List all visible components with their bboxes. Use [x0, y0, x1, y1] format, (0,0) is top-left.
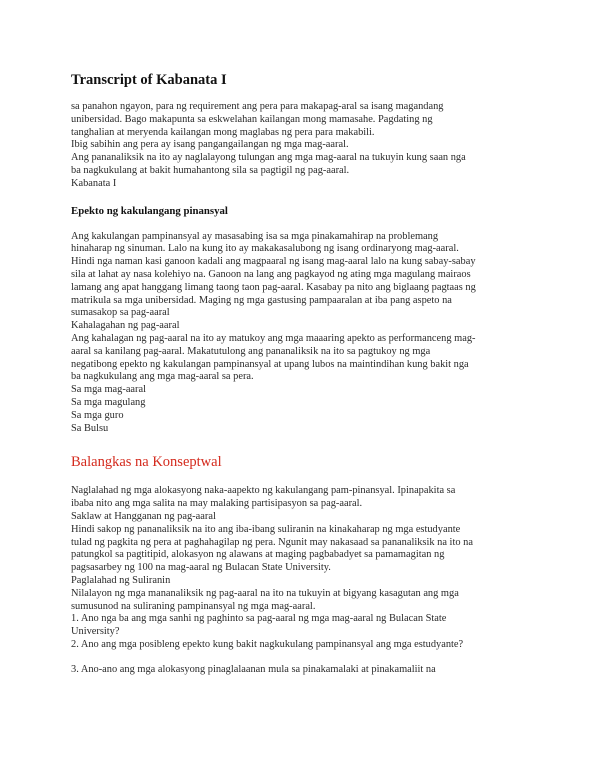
blank-line [71, 652, 541, 665]
text-line: unibersidad. Bago makapunta sa eskwelahan kailangan mong mamasahe. Pagdating ng [71, 113, 433, 125]
text-line: negatibong epekto ng kakulangan pampinansyal at upang lubos na maintindihan kung bakit nga [71, 358, 469, 370]
text-line: patungkol sa pagtitipid, alokasyon ng alawans at maging pagbabadyet sa pamamagitan ng [71, 549, 445, 561]
document-content [71, 72, 541, 677]
text-line: Paglalahad ng Suliranin [71, 574, 171, 586]
page-title: Transcript of Kabanata I [71, 72, 227, 88]
text-line: ba nagkukulang ang mga mag-aaral sa pera. [71, 371, 254, 383]
text-line: Sa mga mag-aaral [71, 384, 147, 396]
text-line: matrikula sa mga unibersidad. Maging ng mga gastusing pampaaralan at iba pang aspeto na [71, 294, 452, 306]
text-line: aaral sa kanilang pag-aaral. Makatutulong ang pananaliksik na ito sa pagtukoy ng mga [71, 345, 431, 357]
text-line: Kahalagahan ng pag-aaral [71, 320, 180, 332]
text-line: sumasakop sa pag-aaral [71, 307, 170, 319]
text-line: Sa mga guro [71, 409, 124, 421]
text-line: Saklaw at Hangganan ng pag-aaral [71, 510, 216, 522]
text-line: 3. Ano-ano ang mga alokasyong pinaglalaanan mula sa pinakamalaki at pinakamaliit na [71, 664, 436, 676]
text-line: Naglalahad ng mga alokasyong naka-aapekto ng kakulangang pam-pinansyal. Ipinapakita sa [71, 485, 456, 497]
text-line: hinaharap ng sinuman. Lalo na kung ito ay makakasalubong ng isang ordinaryong mag-aaral. [71, 243, 459, 255]
text-line: Ibig sabihin ang pera ay isang pangangailangan ng mga mag-aaral. [71, 139, 349, 151]
text-line: pagsasarbey ng 100 na mag-aaral ng Bulacan State University. [71, 562, 331, 574]
text-line: lamang ang apat hanggang limang taong taon pag-aaral. Kasabay pa nito ang biglaang pagtaas ng [71, 281, 476, 293]
section-heading-balangkas: Balangkas na Konseptwal [71, 454, 222, 471]
text-line: Hindi sakop ng pananaliksik na ito ang iba-ibang suliranin na kinakaharap ng mga estudyante [71, 523, 461, 535]
text-line: Sa Bulsu [71, 422, 109, 434]
text-line: University? [71, 626, 120, 638]
text-line: Ang kahalagan ng pag-aaral na ito ay matukoy ang mga maaaring apekto as performanceng mag- [71, 332, 476, 344]
text-line: sila at lahat ay nasa kolehiyo na. Ganoon na lang ang pagkayod ng ating mga magulang mairaos [71, 268, 471, 280]
text-line: tulad ng pagkita ng pera at paghahagilap ng pera. Ngunit may nakasaad sa pananaliksik na ito na [71, 536, 473, 548]
text-line: sumusunod na suliraning pampinansyal ng mga mag-aaral. [71, 600, 316, 612]
text-line: Kabanata I [71, 177, 117, 189]
text-line: ibaba nito ang mga salita na may malaking partisipasyon sa pag-aaral. [71, 498, 363, 510]
text-line: Ang pananaliksik na ito ay naglalayong tulungan ang mga mag-aaral na tukuyin kung saan nga [71, 152, 466, 164]
text-line: 2. Ano ang mga posibleng epekto kung bakit nagkukulang pampinansyal ang mga estudyante? [71, 638, 464, 650]
text-line: Hindi nga naman kasi ganoon kadali ang magpaaral ng isang mag-aaral lalo na kung sabay-sabay [71, 256, 476, 268]
section1-body [71, 231, 541, 436]
text-line: Nilalayon ng mga mananaliksik ng pag-aaral na ito na tukuyin at bigyang kasagutan ang mga [71, 587, 459, 599]
text-line: Ang kakulangan pampinansyal ay masasabing isa sa mga pinakamahirap na problemang [71, 230, 439, 242]
text-line: Sa mga magulang [71, 396, 146, 408]
section-heading-epekto: Epekto ng kakulangang pinansyal [71, 204, 228, 217]
intro-paragraph [71, 101, 541, 191]
text-line: 1. Ano nga ba ang mga sanhi ng paghinto sa pag-aaral ng mga mag-aaral ng Bulacan State [71, 613, 447, 625]
text-line: sa panahon ngayon, para ng requirement ang pera para makapag-aral sa isang magandang [71, 101, 444, 112]
section2-body [71, 485, 541, 677]
text-line: tanghalian at meryenda kailangan mong maglabas ng pera para makabili. [71, 126, 375, 138]
text-line: ba nagkukulang at bakit humahantong sila sa pagtigil ng pag-aaral. [71, 164, 350, 176]
